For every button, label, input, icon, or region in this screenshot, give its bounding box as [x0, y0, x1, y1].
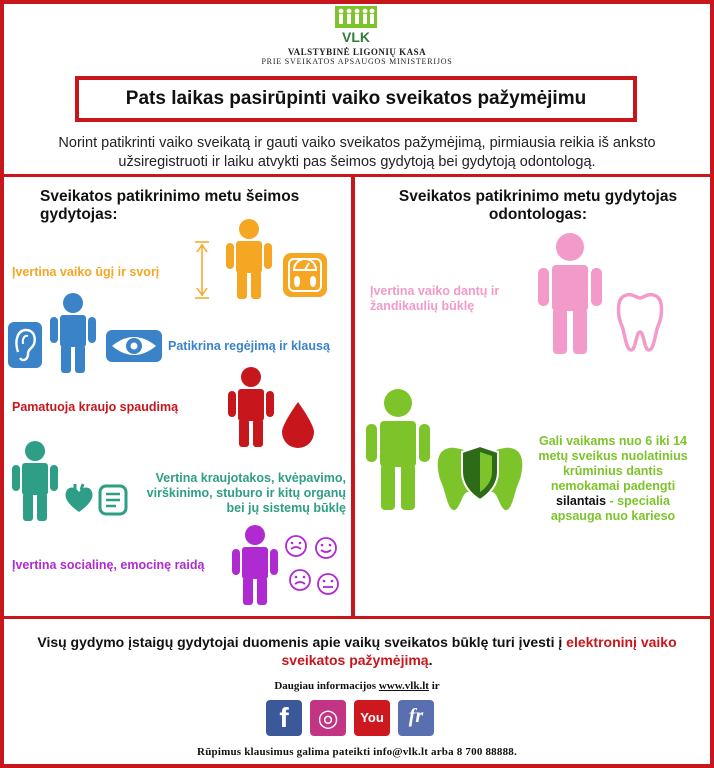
- facebook-glyph: f: [279, 702, 289, 733]
- org-subtitle: PRIE SVEIKATOS APSAUGOS MINISTERIJOS: [261, 57, 453, 66]
- page-title-text: Pats laikas pasirūpinti vaiko sveikatos pažymėjimu: [125, 88, 587, 109]
- footer-message-end: .: [428, 652, 433, 668]
- child-red-icon: [224, 366, 278, 448]
- footer-message-part1: Visų gydymo įstaigų gydytojai duomenis apie vaikų sveikatos būklę turi įvesti į: [37, 634, 567, 650]
- frype-glyph: fr: [408, 705, 424, 727]
- more-info-prefix: Daugiau informacijos: [274, 680, 379, 692]
- left-column-title: Sveikatos patikrinimo metu šeimos gydytojas:: [40, 188, 300, 223]
- child-pink-icon: [534, 232, 606, 356]
- child-lime-icon: [362, 388, 434, 512]
- heart-icon: [64, 484, 94, 514]
- child-teal-icon: [8, 440, 62, 522]
- child-blue-icon: [46, 292, 100, 374]
- org-name: VALSTYBINĖ LIGONIŲ KASA: [287, 47, 427, 57]
- intro-text: Norint patikrinti vaiko sveikatą ir gauti vaiko sveikatos pažymėjimą, pirmiausia reikia iš anksto užsiregistruoti ir laiku atvykti pas šeimos gydytoją bei gydytoją odontologą.: [58, 135, 656, 170]
- child-orange-icon: [222, 218, 276, 300]
- logo-text: VLK: [342, 29, 370, 45]
- instagram-icon[interactable]: [310, 700, 346, 736]
- tooth-pink-icon: [616, 292, 664, 352]
- vision-hearing-label: Patikrina regėjimą ir klausą: [168, 339, 330, 353]
- page-title: [75, 76, 637, 122]
- scale-icon: [282, 252, 328, 298]
- emotion-faces-icon: [282, 532, 342, 602]
- blood-pressure-label: Pamatuoja kraujo spaudimą: [12, 400, 179, 414]
- footer-message: [20, 633, 694, 669]
- vlk-logo-icon: [335, 6, 377, 44]
- footer-highlight: elektroninį vaiko sveikatos pažymėjimą: [281, 634, 677, 668]
- sealant-label-part3: - specialia apsauga nuo karieso: [550, 494, 676, 523]
- height-weight-label: Įvertina vaiko ūgį ir svorį: [12, 265, 160, 279]
- sealant-label: [532, 434, 694, 524]
- teeth-check-label: Įvertina vaiko dantų ir žandikaulių būklę: [370, 284, 500, 313]
- eye-icon: [106, 330, 162, 362]
- contact-info: Rūpimus klausimus galima pateikti info@vlk.lt arba 8 700 88888.: [197, 746, 517, 758]
- intestines-icon: [98, 484, 128, 516]
- sealant-label-part1: Gali vaikams nuo 6 iki 14 metų sveikus nuolatinius krūminius dantis nemokamai padengti: [538, 434, 688, 493]
- youtube-glyph: You: [360, 710, 384, 725]
- frype-icon[interactable]: [398, 700, 434, 736]
- more-info-suffix: ir: [428, 680, 440, 692]
- ear-icon: [8, 322, 42, 368]
- column-divider: [351, 174, 355, 619]
- child-purple-icon: [228, 524, 282, 606]
- sealant-word: silantais: [556, 494, 607, 508]
- instagram-glyph: ◎: [317, 704, 339, 732]
- facebook-icon[interactable]: [266, 700, 302, 736]
- youtube-icon[interactable]: [354, 700, 390, 736]
- more-info: [0, 680, 714, 692]
- website-link[interactable]: www.vlk.lt: [378, 680, 429, 692]
- blood-drop-icon: [282, 402, 314, 448]
- shielded-tooth-icon: [436, 442, 524, 512]
- right-column-title: Sveikatos patikrinimo metu gydytojas odontologas:: [398, 188, 678, 223]
- social-emotional-label: Įvertina socialinę, emocinę raidą: [12, 558, 205, 572]
- height-arrow-icon: [192, 240, 212, 300]
- organs-label: Vertina kraujotakos, kvėpavimo, virškinimo, stuburo ir kitų organų bei jų sistemų būklę: [146, 471, 346, 515]
